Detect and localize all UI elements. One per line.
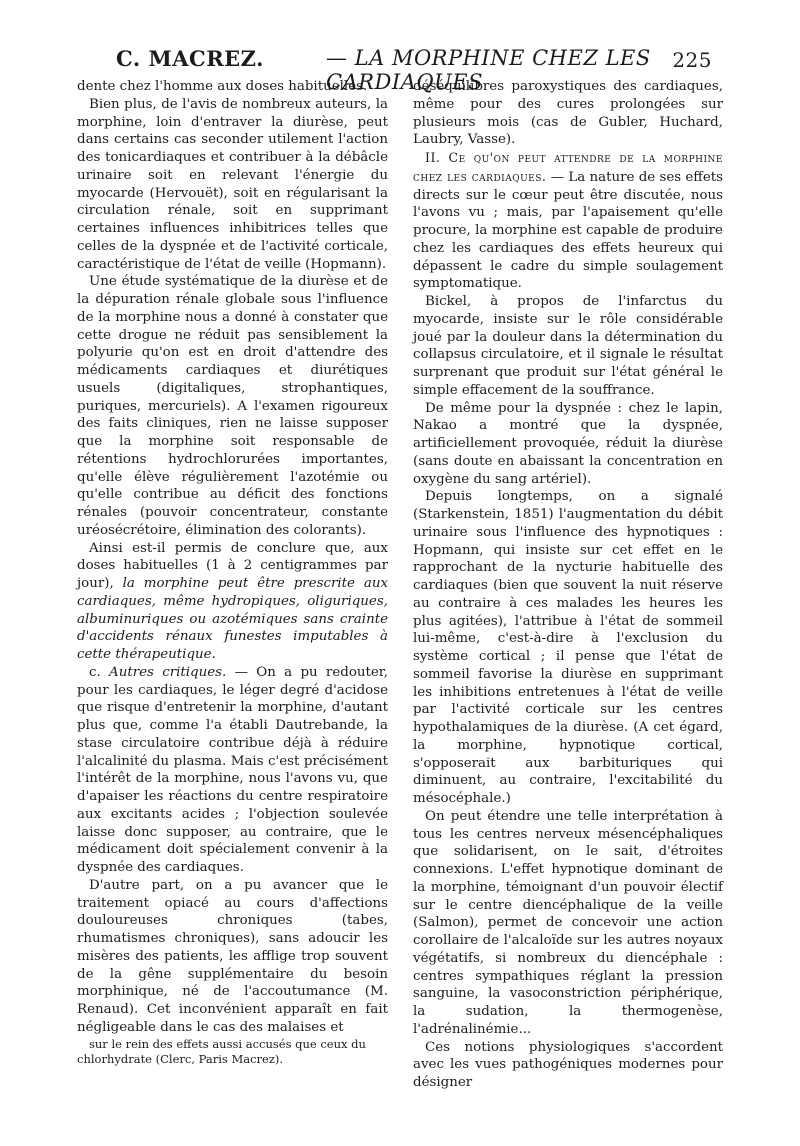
paragraph: On peut étendre une telle interprétation à tous les centres nerveux mésencéphaliques que solidarisent, on le sait, d'étroites connexions. L'effet hypnotique dominant de la morphine, témoignant d'un pouvoir électif sur le centre diencéphalique de la veille (Salmon), permet de concevoir une action corollaire de l'alcaloïde sur les autres noyaux végétatifs, si nombreux du diencéphale : centres sympathiques réglant la pression sanguine, la vasoconstriction périphérique, la sudation, la thermogenèse, l'adrénalinémie... bbox=[413, 808, 723, 1037]
header-title: — LA MORPHINE CHEZ LES CARDIAQUES bbox=[326, 46, 651, 94]
paragraph: De même pour la dyspnée : chez le lapin, Nakao a montré que la dyspnée, artificiellement provoquée, réduit la diurèse (sans doute en abaissant la concentration en oxygène du sang artériel). bbox=[413, 400, 723, 487]
paragraph: Bien plus, de l'avis de nombreux auteurs, la morphine, loin d'entraver la diurèse, peut dans certains cas seconder utilement l'action des tonicardiaques et contribuer à la débâcle urinaire soit en relevant l'énergie du myocarde (Hervouët), soit en régularisant la circulation rénale, soit en supprimant certaines influences inhibitrices telles que celles de la dyspnée et de l'activité corticale, caractéristique de l'état de veille (Hopmann). bbox=[77, 96, 388, 272]
paragraph-conclusion bbox=[77, 540, 388, 664]
paragraph: Depuis longtemps, on a signalé (Starkenstein, 1851) l'augmentation du débit urinaire sous l'influence des hypnotiques : Hopmann, qui insiste sur cet effet en le rapprochant de la nycturie habituelle des cardiaques (bien que souvent la nuit réserve au contraire à ces malades les heures les plus agitées), l'attribue à l'état de sommeil lui-même, c'est-à-dire à l'exclusion du système cortical ; il pense que l'état de sommeil favorise la diurèse en supprimant les inhibitions entretenues à l'état de veille par l'activité corticale sur les centres hypothalamiques de la diurèse. (A cet égard, la morphine, hypnotique cortical, s'opposerait aux barbituriques qui diminuent, au contraire, l'excitabilité du mésocéphale.) bbox=[413, 489, 723, 806]
header-author: C. MACREZ. bbox=[116, 46, 264, 71]
left-column bbox=[77, 78, 388, 1067]
paragraph: dente chez l'homme aux doses habituelles. bbox=[77, 79, 368, 94]
paragraph-text: — La nature de ses effets directs sur le cœur peut être discutée, nous l'avons vu ; mais, par l'apaisement qu'elle procure, la morphine est capable de produire chez les cardiaques des effets heureux qui dépassent le cadre du simple soulagement symptomatique. bbox=[413, 169, 723, 292]
paragraph-text: — On a pu redouter, pour les cardiaques, le léger degré d'acidose que risque d'entretenir la morphine, d'autant plus que, comme l'a établi Dautrebande, la stase circulatoire contribue déjà à réduire l'alcalinité du plasma. Mais c'est précisément l'intérêt de la morphine, nous l'avons vu, que d'apaiser les réactions du centre respiratoire aux excitants acides ; l'objection soulevée laisse donc supposer, au contraire, que le médicament doit spécialement convenir à la dyspnée des cardiaques. bbox=[77, 664, 388, 875]
section-heading: II. Ce qu'on peut attendre de la morphine chez les cardiaques. bbox=[413, 150, 723, 184]
right-column bbox=[413, 78, 723, 1092]
paragraph-text: Ainsi est-il permis de conclure que, aux doses habituelles (1 à 2 centigrammes par jour), bbox=[77, 540, 388, 591]
page-number: 225 bbox=[672, 48, 712, 72]
section-label: c. bbox=[89, 664, 110, 680]
paragraph: Ces notions physiologiques s'accordent avec les vues pathogéniques modernes pour désigner bbox=[413, 1039, 723, 1090]
paragraph: déséquilibres paroxystiques des cardiaques, même pour des cures prolongées sur plusieurs mois (cas de Gubler, Huchard, Laubry, Vasse). bbox=[413, 79, 723, 148]
paragraph: D'autre part, on a pu avancer que le traitement opiacé au cours d'affections douloureuses chroniques (tabes, rhumatismes chroniques), sans adoucir les misères des patients, les afflige trop souvent de la gêne supplémentaire du besoin morphinique, né de l'accoutumance (M. Renaud). Cet inconvénient apparaît en fait négligeable dans le cas des malaises et bbox=[77, 877, 388, 1035]
footnote: sur le rein des effets aussi accusés que ceux du chlorhydrate (Clerc, Paris Macrez). bbox=[77, 1036, 366, 1066]
italic-conclusion: la morphine peut être prescrite aux cardiaques, même hydropiques, oliguriques, albuminuriques ou azotémiques sans crainte d'accidents rénaux funestes imputables à cette thérapeutique. bbox=[77, 576, 388, 662]
paragraph-other-critiques bbox=[77, 664, 388, 877]
paragraph: Bickel, à propos de l'infarctus du myocarde, insiste sur le rôle considérable joué par la douleur dans la détermination du collapsus circulatoire, et il signale le résultat surprenant que produit sur l'état général le simple effacement de la souffrance. bbox=[413, 294, 723, 398]
section-title: Autres critiques. bbox=[109, 664, 227, 680]
paragraph-section-ii bbox=[413, 149, 723, 293]
paragraph: Une étude systématique de la diurèse et de la dépuration rénale globale sous l'influence de la morphine nous a donné à constater que cette drogue ne réduit pas sensiblement la polyurie qu'on est en droit d'attendre des médicaments cardiaques et diurétiques usuels (digitaliques, strophantiques, puriques, mercuriels). A l'examen rigoureux des faits cliniques, rien ne laisse supposer que la morphine soit responsable de rétentions hydrochlorurées importantes, qu'elle élève régulièrement l'azotémie ou qu'elle contribue au déficit des fonctions rénales (pouvoir concentrateur, constante uréosécrétoire, élimination des colorants). bbox=[77, 274, 388, 538]
